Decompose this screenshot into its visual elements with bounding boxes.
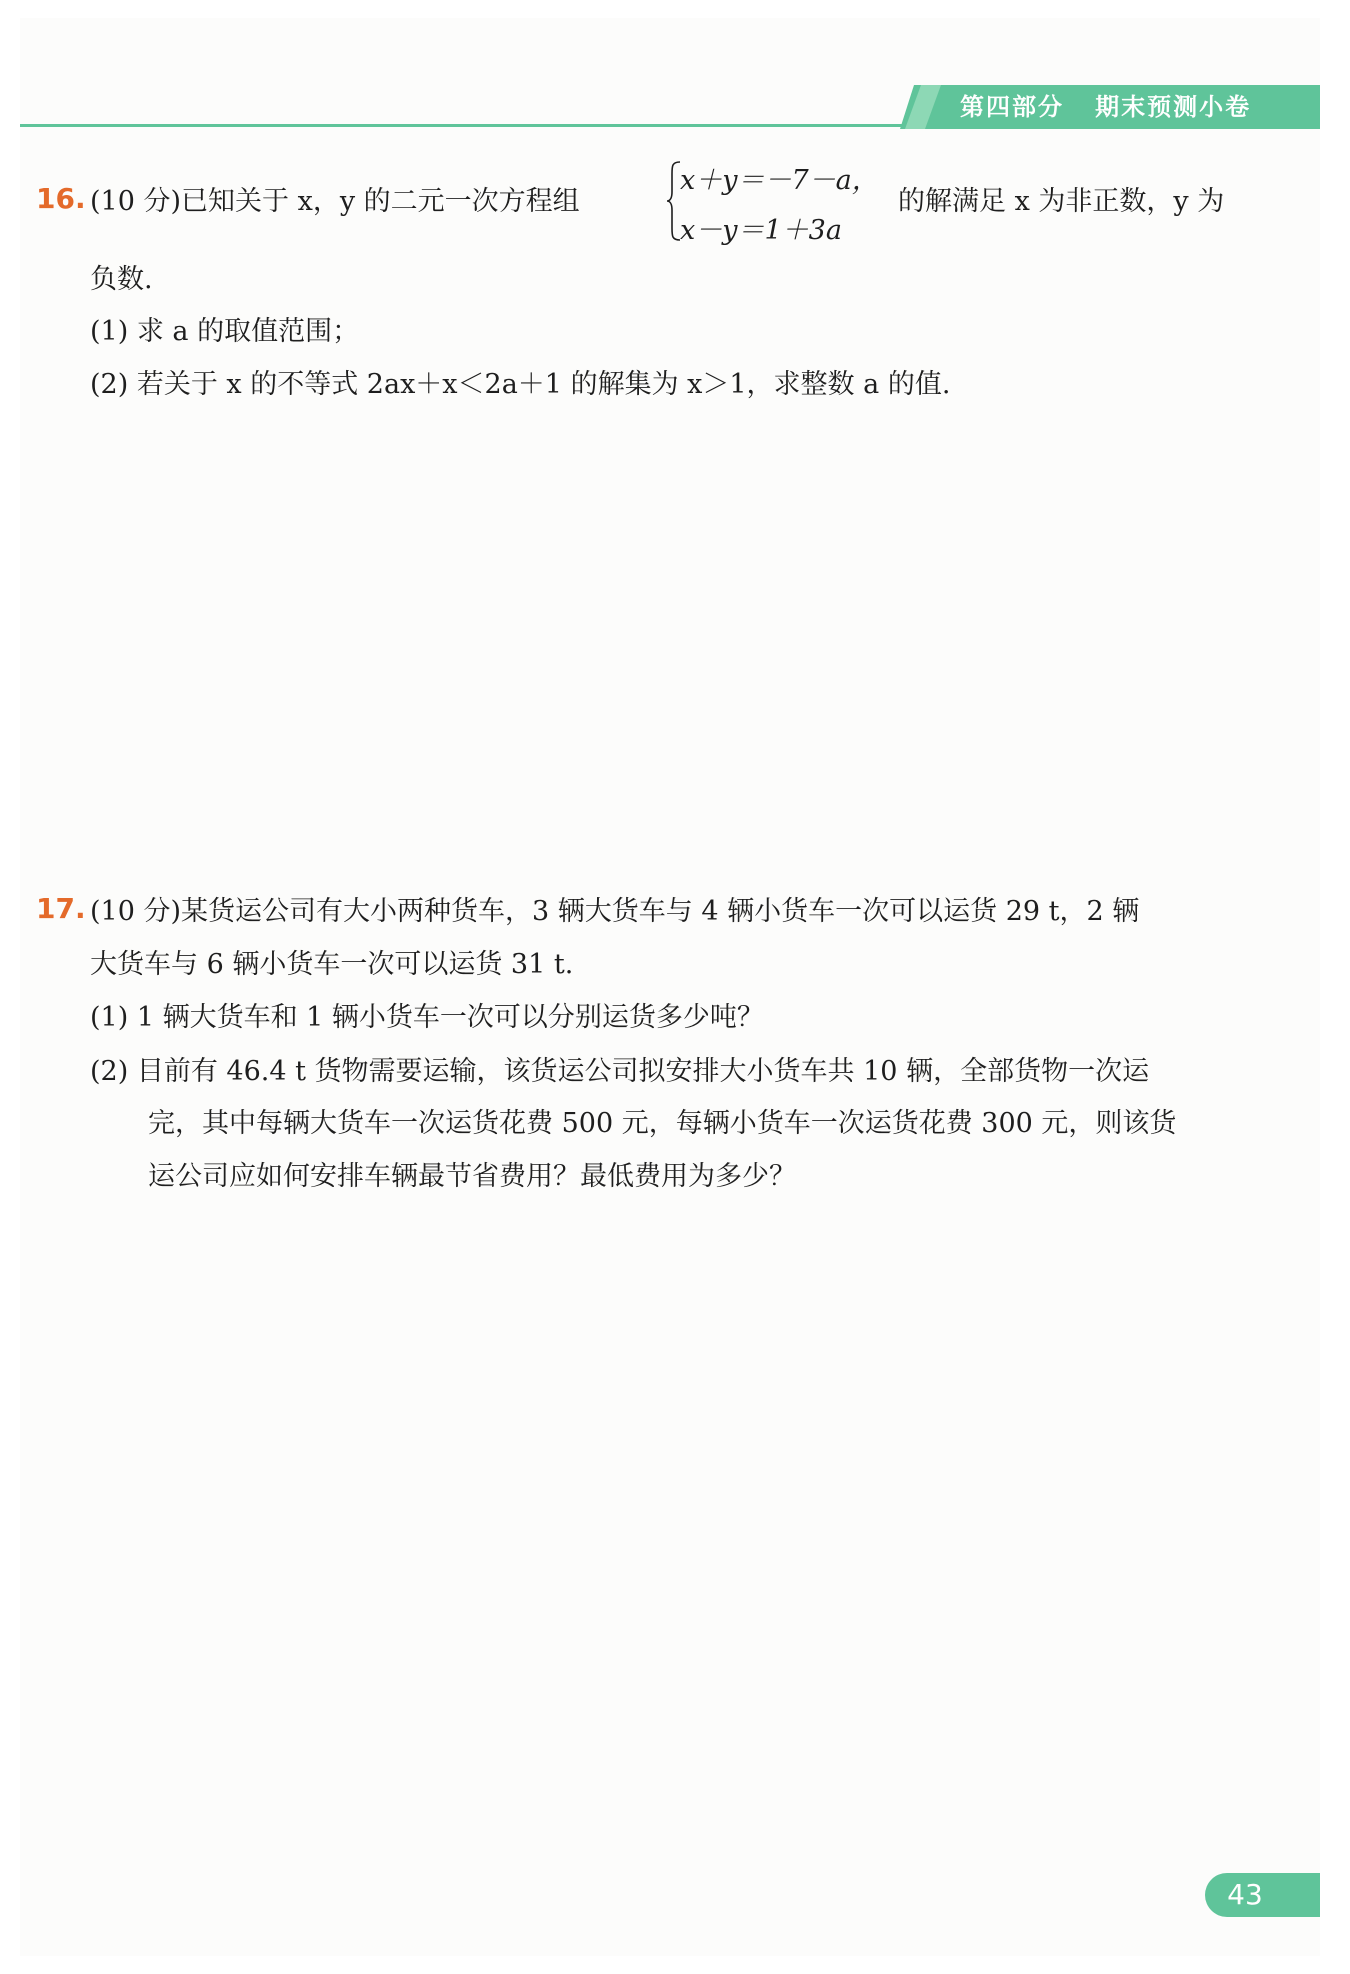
question-17-part2-line3: 运公司应如何安排车辆最节省费用？最低费用为多少？ (148, 1161, 796, 1192)
question-16-number: 16. (36, 182, 86, 215)
question-16-part2: (2) 若关于 x 的不等式 2ax＋x＜2a＋1 的解集为 x＞1，求整数 a 的值. (90, 369, 951, 400)
question-16-line1-after: 的解满足 x 为非正数，y 为 (898, 186, 1225, 217)
page-sheet (20, 18, 1320, 1956)
question-17-line1: (10 分)某货运公司有大小两种货车，3 辆大货车与 4 辆小货车一次可以运货 29 t，2 辆 (90, 896, 1140, 927)
question-17-number: 17. (36, 892, 86, 925)
system-equation-1: x＋y＝－7－a， (680, 165, 879, 196)
question-17-part1: (1) 1 辆大货车和 1 辆小货车一次可以分别运货多少吨？ (90, 1002, 764, 1033)
section-title: 第四部分 期末预测小卷 (960, 93, 1252, 121)
question-16-part1: (1) 求 a 的取值范围； (90, 316, 360, 347)
question-16-line1-before: (10 分)已知关于 x，y 的二元一次方程组 (90, 186, 580, 217)
question-17-part2-line2: 完，其中每辆大货车一次运货花费 500 元，每辆小货车一次运货花费 300 元，则该货 (148, 1108, 1177, 1139)
question-16-line2: 负数. (90, 264, 153, 295)
page-number: 43 (1227, 1878, 1263, 1911)
question-17-part2-line1: (2) 目前有 46.4 t 货物需要运输，该货运公司拟安排大小货车共 10 辆，全部货物一次运 (90, 1056, 1150, 1087)
question-17-line2: 大货车与 6 辆小货车一次可以运货 31 t. (90, 949, 574, 980)
system-equation-2: x－y＝1＋3a (680, 215, 842, 246)
